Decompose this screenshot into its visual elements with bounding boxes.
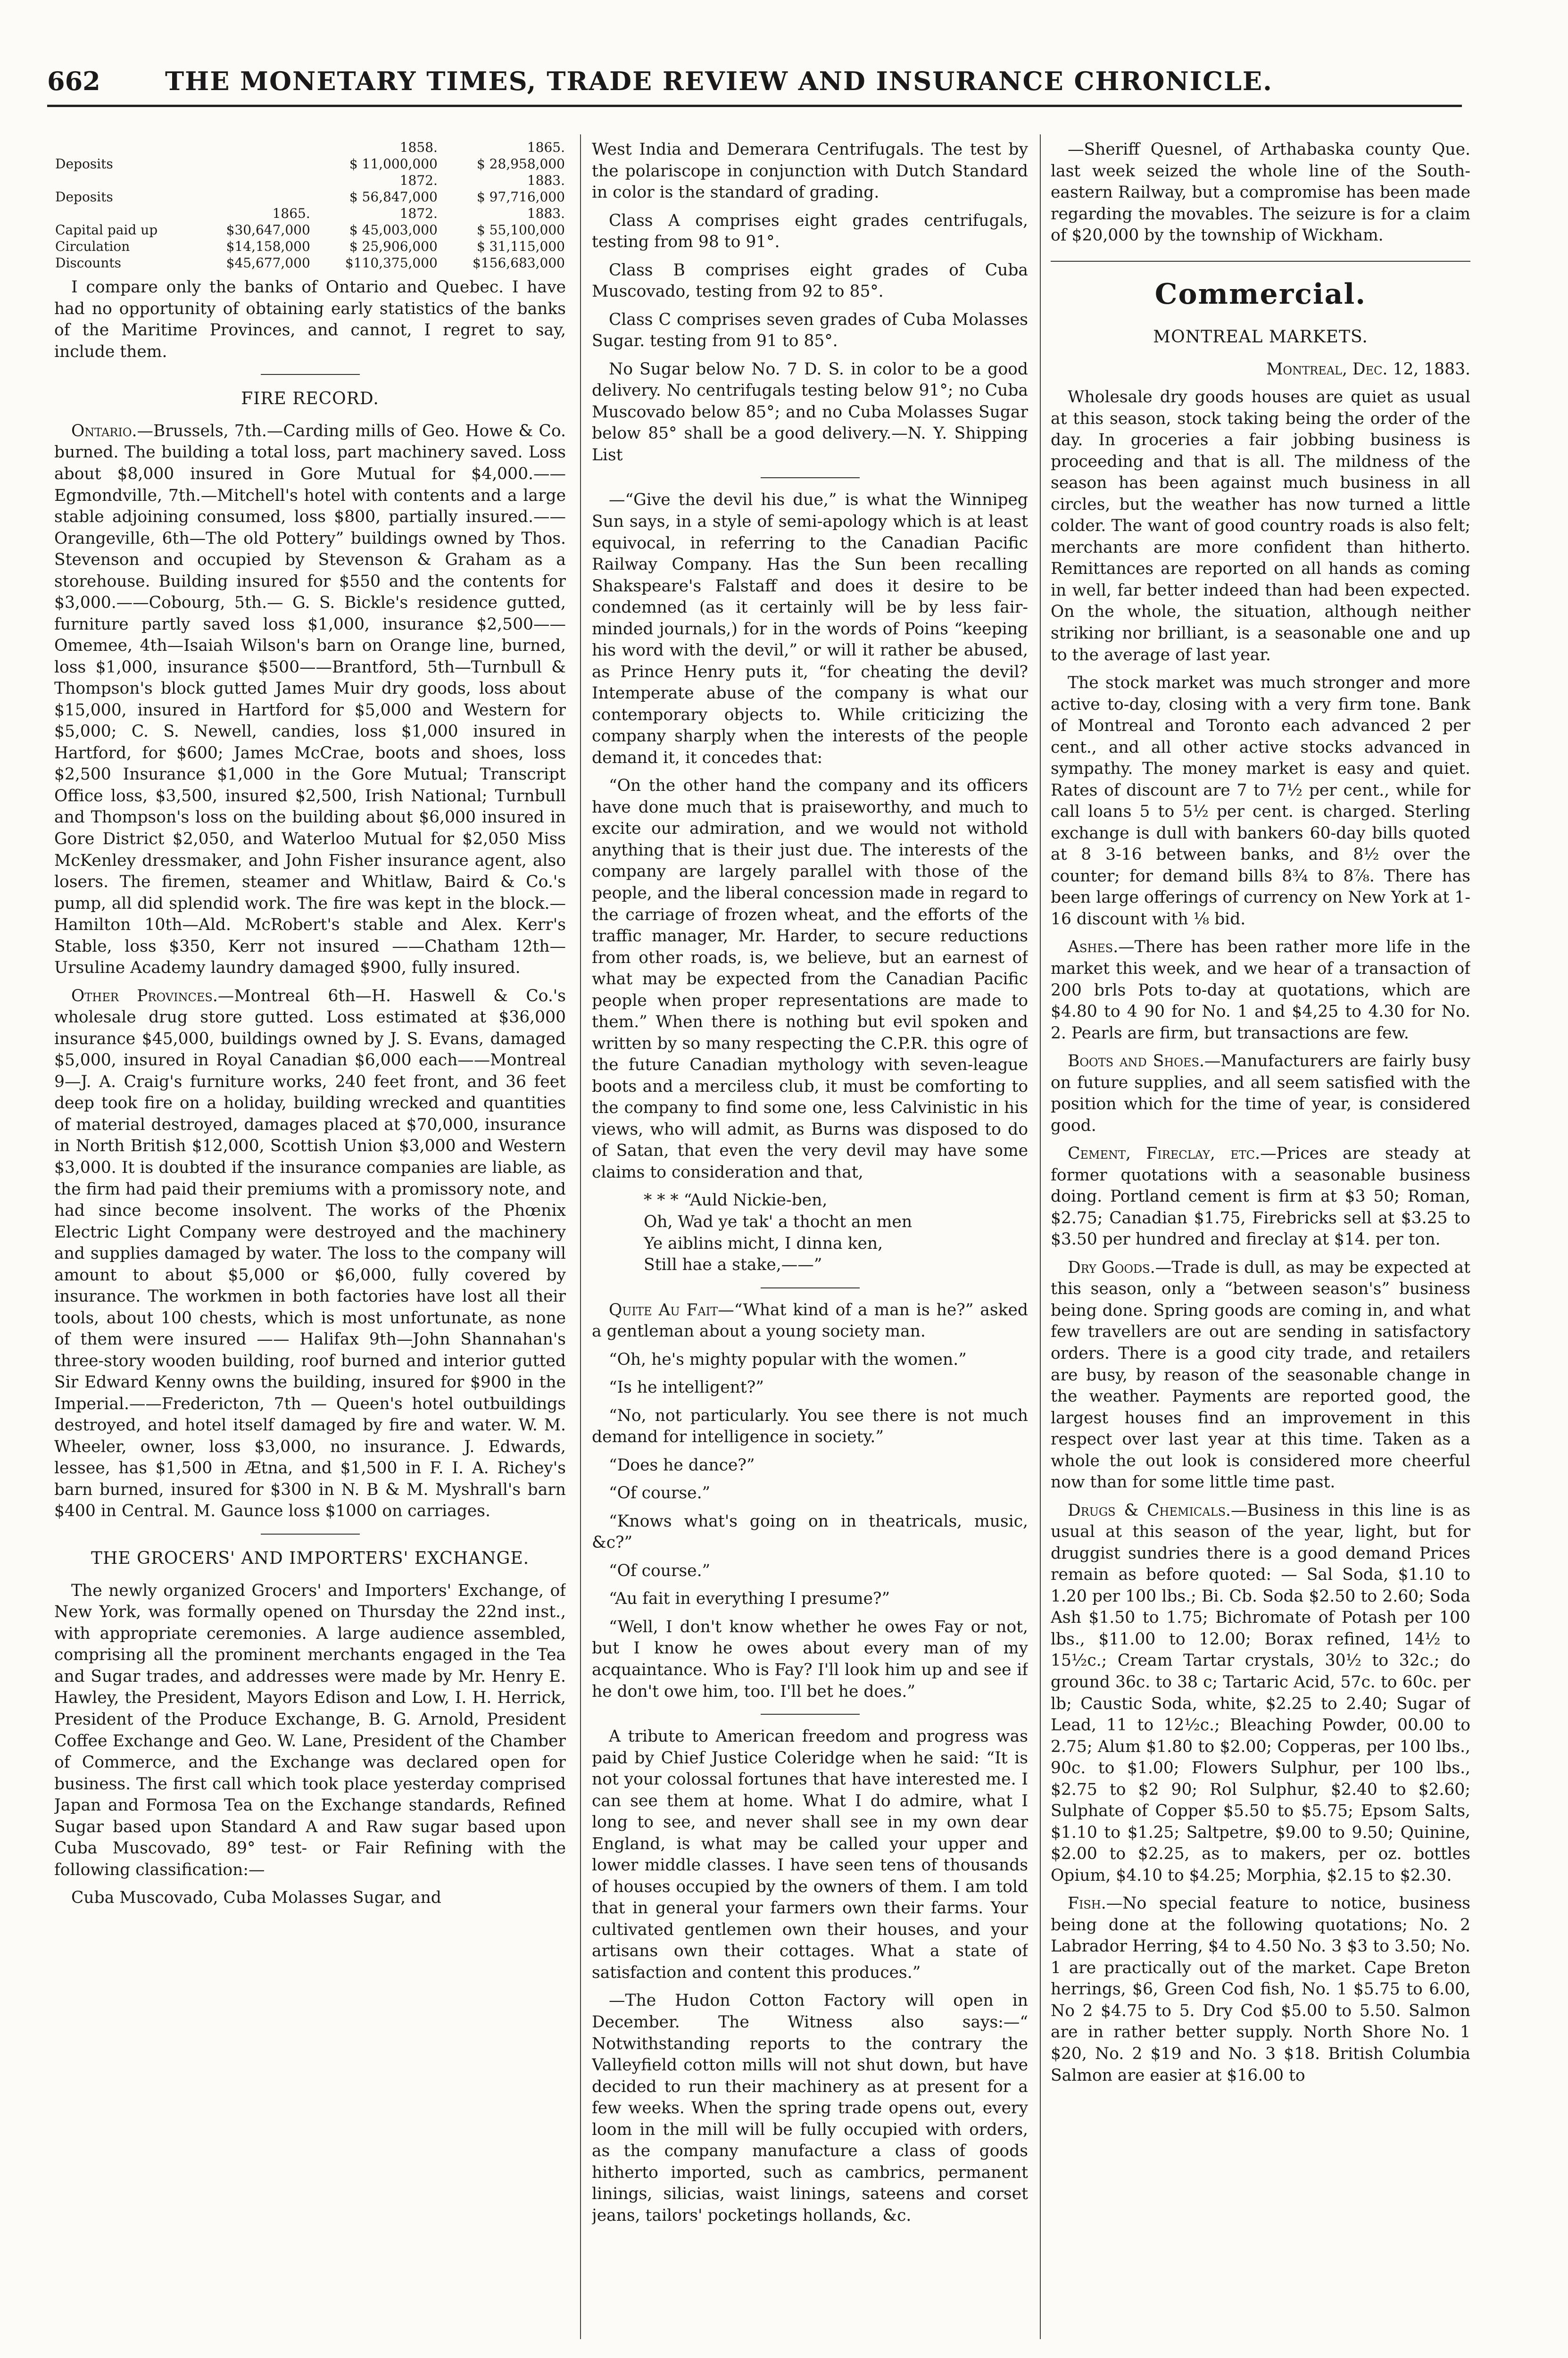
- value-cell: $ 97,716,000: [476, 189, 565, 205]
- paragraph: —The Hudon Cotton Factory will open in December. The Witness also says:—“ Notwithstanding reports to the contrary the Valleyfield cotton mills will not shut down, but have decided to run their machinery as at present for a few weeks. When the spring trade opens out, every loom in the mill will be fully occupied with orders, as the company manufacture a class of goods hitherto imported, such as cambrics, permanent linings, silicias, waist linings, sateens and corset jeans, tailors' pocketings hollands, &c.: [592, 1991, 1028, 2225]
- column-divider: [580, 134, 581, 2339]
- section-divider: [1051, 261, 1470, 262]
- paragraph: [1051, 1257, 1470, 1494]
- run-in-heading: Dry Goods.: [1068, 1258, 1155, 1277]
- paragraph: [1051, 937, 1470, 1044]
- section-divider: [761, 1714, 860, 1715]
- bank-statistics-table: [54, 139, 566, 271]
- paragraph: The stock market was much stronger and more active to-day, closing with a very firm tone. Bank of Montreal and Toronto each advanced 2 per cent., and all other active stocks advanced in sympathy. The money market is easy and quiet. Rates of discount are 7 to 7½ per cent., while for call loans 5 to 5½ per cent. is charged. Sterling exchange is dull with bankers 60-day bills quoted at 8 3-16 between banks, and 8½ over the counter; for demand bills 8¾ to 8⅞. There has been large offerings of currency on New York at 1-16 discount with ⅛ bid.: [1051, 673, 1470, 929]
- paragraph-text: —Prices are steady at former quotations with a seasonable business doing. Portland cement is firm at $3 50; Roman, $2.75; Canadian $1.75, Firebricks sell at $3.25 to $3.50 per hundred and fireclay at $14. per ton.: [1051, 1144, 1470, 1249]
- row-label: Discounts: [55, 255, 121, 271]
- column-3: [1051, 139, 1470, 2337]
- paragraph-text: —Business in this line is as usual at this season of the year, light, but for druggist sundries there is a good demand Prices remain as before quoted: — Sal Soda, $1.10 to 1.20 per 100 lbs.; Bi. Cb. Soda $2.50 to 2.60; Soda Ash $1.50 to 1.75; Bichromate of Potash per 100 lbs., $11.00 to 12.00; Borax refined, 14½ to 15½c.; Cream Tartar crystals, 30½ to 32c.; do ground 36c. to 38 c; Tartaric Acid, 57c. to 60c. per lb; Caustic Soda, white, $2.25 to 2.40; Sugar of Lead, 11 to 12½c.; Bleaching Powder, 00.00 to 2.75; Alum $1.80 to $2.00; Copperas, per 100 lbs., 90c. to $1.00; Flowers Sulphur, per 100 lbs., $2.75 to $2 90; Rol Sulphur, $2.40 to $2.60; Sulphate of Copper $5.50 to $5.75; Epsom Salts, $1.10 to $1.25; Saltpetre, $9.00 to 9.50; Quinine, $2.00 to $2.25, as to makers, per oz. bottles Opium, $4.10 to $4.25; Morphia, $2.15 to $2.30.: [1051, 1501, 1470, 1885]
- column-2: [592, 139, 1028, 2337]
- value-cell: $ 28,958,000: [476, 156, 565, 172]
- paragraph: “Of course.”: [609, 1484, 711, 1503]
- value-cell: $ 25,906,000: [349, 239, 438, 254]
- value-cell: $ 45,003,000: [349, 222, 438, 238]
- table-row: [54, 156, 566, 172]
- run-in-heading: Ontario.: [71, 421, 137, 440]
- paragraph: Class C comprises seven grades of Cuba Molasses Sugar. testing from 91 to 85°.: [592, 310, 1028, 351]
- run-in-heading: Cement, Fireclay, etc.: [1068, 1144, 1261, 1163]
- paragraph-text: —Trade is dull, as may be expected at this season, only a “between season's” business being done. Spring goods are coming in, and what few travellers are out are sending in satisfactory orders. There is a good city trade, and retailers are busy, by reason of the seasonable change in the weather. Payments are reported good, the largest houses find an improvement in this respect over last year at this time. Taken as a whole the out look is considered more cheerful now than for some little time past.: [1051, 1258, 1470, 1492]
- paragraph: “No, not particularly. You see there is not much demand for intelligence in society.”: [592, 1406, 1028, 1447]
- table-row: [54, 238, 566, 255]
- run-in-heading: Ashes.: [1068, 938, 1119, 957]
- paragraph: [54, 421, 566, 979]
- paragraph-text: —There has been rather more life in the market this week, and we hear of a transaction of 200 brls Pots to-day at quotations, which are $4.80 to 4 90 for No. 1 and $4,25 to 4.30 for No. 2. Pearls are firm, but transactions are few.: [1051, 938, 1470, 1043]
- paragraph-text: —Manufacturers are fairly busy on future supplies, and all seem satisfied with the position which for the time of year, is considered good.: [1051, 1052, 1470, 1135]
- year-cell: 1872.: [399, 173, 438, 188]
- paragraph: “Is he intelligent?”: [609, 1378, 764, 1397]
- row-label: Circulation: [55, 239, 130, 254]
- paragraph: [1051, 1051, 1470, 1137]
- section-divider: [761, 477, 860, 478]
- section-heading: THE GROCERS' AND IMPORTERS' EXCHANGE.: [91, 1549, 530, 1569]
- page-number: 662: [47, 66, 100, 96]
- value-cell: $ 31,115,000: [476, 239, 565, 254]
- table-row: [54, 189, 566, 205]
- run-in-heading: Boots and Shoes.: [1068, 1052, 1204, 1071]
- year-cell: 1865.: [272, 206, 310, 221]
- paragraph: No Sugar below No. 7 D. S. in color to be a good delivery. No centrifugals testing below 91°; no Cuba Muscovado below 85°; and no Cuba Molasses Sugar below 85° shall be a good delivery.—N. Y. Shipping List: [592, 359, 1028, 465]
- year-cell: 1858.: [399, 140, 438, 155]
- value-cell: $14,158,000: [226, 239, 310, 254]
- paragraph-text: —No special feature to notice, business being done at the following quotations; No. 2 Labrador Herring, $4 to 4.50 No. 3 $3 to 3.50; No. 1 are practically out of the market. Cape Breton herrings, $6, Green Cod fish, No. 1 $5.75 to 6.00, No 2 $4.75 to 5. Dry Cod $5.00 to 5.50. Salmon are in rather better supply. North Shore No. 1 $20, No. 2 $19 and No. 3 $18. British Columbia Salmon are easier at $16.00 to: [1051, 1894, 1470, 2085]
- column-1: [54, 139, 566, 2337]
- year-cell: 1883.: [527, 206, 565, 221]
- run-in-heading: Drugs & Chemicals.: [1068, 1501, 1231, 1520]
- column-divider: [1040, 134, 1041, 2339]
- paragraph: “Does he dance?”: [609, 1455, 755, 1475]
- section-heading: MONTREAL MARKETS.: [1153, 327, 1368, 347]
- paragraph: “On the other hand the company and its officers have done much that is praiseworthy, and much to excite our admiration, and we would not withold anything that is their just due. The interests of the company are largely parallel with those of the people, and the liberal concession made in regard to the carriage of frozen wheat, and the efforts of the traffic manager, Mr. Harder, to secure reductions from other roads, is, we believe, but an earnest of what may be expected from the Canadian Pacific people when proper representations are made to them.” When there is nothing but evil spoken and written by so many respecting the C.P.R. this ogre of the future Canadian mythology with seven-league boots and a merciless club, it must be comforting to the company to find some one, less Calvinistic in his views, who will admit, as Burns was disposed to do of Satan, that even the very devil may have some claims to consideration and that,: [592, 776, 1028, 1182]
- section-divider: [261, 374, 360, 375]
- paragraph: [1051, 1143, 1470, 1251]
- table-row: [54, 139, 566, 156]
- paragraph: Wholesale dry goods houses are quiet as usual at this season, stock taking being the order of the day. In groceries a fair jobbing business is proceeding and that is all. The mildness of the season has been against much business in all circles, but the weather has now turned a little colder. The want of good country roads is also felt; merchants are more confident than hitherto. Remittances are reported on all hands as coming in well, far better indeed than had been expected. On the whole, the situation, although neither striking nor brilliant, is a seasonable one and up to the average of last year.: [1051, 388, 1470, 664]
- value-cell: $ 11,000,000: [349, 156, 438, 172]
- section-divider: [761, 1287, 860, 1288]
- paragraph: “Of course.”: [609, 1561, 711, 1580]
- commercial-heading: Commercial.: [1154, 277, 1367, 311]
- value-cell: $110,375,000: [345, 255, 438, 271]
- paragraph: —“Give the devil his due,” is what the Winnipeg Sun says, in a style of semi-apology which is at least equivocal, in referring to the Canadian Pacific Railway Company. Has the Sun been recalling Shakspeare's Falstaff and does it desire to be condemned (as it certainly will be by less fair-minded journals,) for in the words of Poins “keeping his word with the devil,” or will it rather be abused, as Prince Henry puts it, “for cheating the devil? Intemperate abuse of the company is what our contemporary objects to. While criticizing the company sharply when the interests of the people demand it, it concedes that:: [592, 490, 1028, 767]
- paragraph: “Au fait in everything I presume?”: [609, 1589, 890, 1609]
- section-divider: [261, 1534, 360, 1535]
- paragraph-text: —“What kind of a man is he?” asked a gentleman about a young society man.: [592, 1300, 1028, 1341]
- paragraph: “Well, I don't know whether he owes Fay or not, but I know he owes about every man of my acquaintance. Who is Fay? I'll look him up and see if he don't owe him, too. I'll bet he does.”: [592, 1617, 1028, 1701]
- paragraph: —Sheriff Quesnel, of Arthabaska county Que. last week seized the whole line of the South-eastern Railway, but a compromise has been made regarding the movables. The seizure is for a claim of $20,000 by the township of Wickham.: [1051, 140, 1470, 245]
- run-in-heading: Fish.: [1068, 1894, 1106, 1913]
- header-rule: [47, 105, 1462, 107]
- section-heading: FIRE RECORD.: [241, 389, 379, 409]
- paragraph: [592, 1300, 1028, 1343]
- table-row: [54, 255, 566, 271]
- paragraph: I compare only the banks of Ontario and Quebec. I have had no opportunity of obtaining early statistics of the banks of the Maritime Provinces, and cannot, I regret to say, include them.: [54, 278, 566, 361]
- table-row: [54, 222, 566, 238]
- paragraph: Cuba Muscovado, Cuba Molasses Sugar, and: [71, 1888, 441, 1908]
- run-in-heading: Quite Au Fait: [609, 1300, 718, 1320]
- paragraph: “Oh, he's mighty popular with the women.”: [609, 1350, 967, 1369]
- verse-quote: * * * “Auld Nickie-ben, Oh, Wad ye tak' a thocht an men Ye aiblins micht, I dinna ken, Still hae a stake,——”: [644, 1191, 913, 1275]
- table-row: [54, 172, 566, 189]
- value-cell: $156,683,000: [473, 255, 565, 271]
- value-cell: $ 56,847,000: [349, 189, 438, 205]
- year-cell: 1872.: [399, 206, 438, 221]
- value-cell: $ 55,100,000: [476, 222, 565, 238]
- page-header: [47, 66, 1462, 104]
- dateline: Montreal, Dec. 12, 1883.: [1266, 359, 1470, 379]
- paragraph: [1051, 1500, 1470, 1887]
- paragraph: [54, 986, 566, 1522]
- paragraph-text: —Brussels, 7th.—Carding mills of Geo. Howe & Co. burned. The building a total loss, part machinery saved. Loss about $8,000 insured in Gore Mutual for $4,000.——Egmondville, 7th.—Mitchell's hotel with contents and a large stable adjoining consumed, loss $800, partially insured.——Orangeville, 6th—The old Pottery” buildings owned by Thos. Stevenson and occupied by Stevenson & Graham as a storehouse. Building insured for $550 and the contents for $3,000.——Cobourg, 5th.— G. S. Bickle's residence gutted, furniture partly saved loss $1,000, insurance $2,500—— Omemee, 4th—Isaiah Wilson's barn on Orange line, burned, loss $1,000, insurance $500——Brantford, 5th—Turnbull & Thompson's block gutted James Muir dry goods, loss about $15,000, insured in Hartford for $5,000 and Western for $5,000; C. S. Newell, candies, loss $1,000 insured in Hartford, for $600; James McCrae, boots and shoes, loss $2,500 Insurance $1,000 in the Gore Mutual; Transcript Office loss, $3,500, insured $2,500, Irish National; Turnbull and Thompson's loss on the building about $6,000 insured in Gore District $2,050, and Waterloo Mutual for $2,050 Miss McKenley dressmaker, and John Fisher insurance agent, also losers. The firemen, steamer and Whitlaw, Baird & Co.'s pump, all did splendid work. The fire was kept in the block.—Hamilton 10th—Ald. McRobert's stable and Alex. Kerr's Stable, loss $350, Kerr not insured ——Chatham 12th—Ursuline Academy laundry damaged $900, fully insured.: [54, 421, 566, 978]
- paragraph: A tribute to American freedom and progress was paid by Chief Justice Coleridge when he said: “It is not your colossal fortunes that have interested me. I can see them at home. What I do admire, what I long to see, and never shall see in my own dear England, is what may be called your upper and lower middle classes. I have seen tens of thousands of houses occupied by the owners of them. I am told that in general your farmers own their farms. Your cultivated gentlemen own their houses, and your artisans own their cottages. What a state of satisfaction and content this produces.”: [592, 1727, 1028, 1982]
- row-label: Deposits: [55, 189, 113, 205]
- paragraph-text: —Montreal 6th—H. Haswell & Co.'s wholesale drug store gutted. Loss estimated at $36,000 insurance $45,000, buildings owned by J. S. Evans, damaged $5,000, insured in Royal Canadian $6,000 each——Montreal 9—J. A. Craig's furniture works, 240 feet front, and 36 feet deep took fire on a holiday, building wrecked and quantities of material destroyed, damages placed at $70,000, insurance in North British $12,000, Scottish Union $3,000 and Western $3,000. It is doubted if the insurance companies are liable, as the firm had paid their premiums with a promissory note, and had since become insolvent. The works of the Phœnix Electric Light Company were destroyed and the machinery and supplies damaged by water. The loss to the company will amount to about $5,000 or $6,000, fully covered by insurance. The workmen in both factories have lost all their tools, about 100 chests, which is most unfortunate, as none of them were insured —— Halifax 9th—John Shannahan's three-story wooden building, roof burned and interior gutted Sir Edward Kenny owns the building, insured for $900 in the Imperial.——Fredericton, 7th — Queen's hotel outbuildings destroyed, and hotel itself damaged by fire and water. W. M. Wheeler, owner, loss $3,000, no insurance. J. Edwards, lessee, has $1,500 in Ætna, and $1,500 in F. I. A. Richey's barn burned, insured for $300 in N. B & M. Myshrall's barn $400 in Central. M. Gaunce loss $1000 on carriages.: [54, 986, 566, 1521]
- row-label: Capital paid up: [55, 222, 158, 238]
- year-cell: 1883.: [527, 173, 565, 188]
- paragraph: The newly organized Grocers' and Importers' Exchange, of New York, was formally opened on Thursday the 22nd inst., with appropriate ceremonies. A large audience assembled, comprising all the prominent merchants engaged in the Tea and Sugar trades, and addresses were made by Mr. Henry E. Hawley, the President, Mayors Edison and Low, I. H. Herrick, President of the Produce Exchange, B. G. Arnold, President Coffee Exchange and Geo. W. Lane, President of the Chamber of Commerce, and the Exchange was declared open for business. The first call which took place yesterday comprised Japan and Formosa Tea on the Exchange standards, Refined Sugar based upon Standard A and Raw sugar based upon Cuba Muscovado, 89° test- or Fair Refining with the following classification:—: [54, 1581, 566, 1879]
- run-in-heading: Other Provinces.: [71, 986, 218, 1005]
- paragraph: [1051, 1893, 1470, 2086]
- paragraph: Class B comprises eight grades of Cuba Muscovado, testing from 92 to 85°.: [592, 260, 1028, 301]
- paragraph: Class A comprises eight grades centrifugals, testing from 98 to 91°.: [592, 211, 1028, 252]
- value-cell: $30,647,000: [226, 222, 310, 238]
- value-cell: $45,677,000: [226, 255, 310, 271]
- year-cell: 1865.: [527, 140, 565, 155]
- paragraph: West India and Demerara Centrifugals. The test by the polariscope in conjunction with Dutch Standard in color is the standard of grading.: [592, 140, 1028, 202]
- publication-title: THE MONETARY TIMES, TRADE REVIEW AND INSURANCE CHRONICLE.: [165, 66, 1273, 96]
- row-label: Deposits: [55, 156, 113, 172]
- table-row: [54, 205, 566, 222]
- paragraph: “Knows what's going on in theatricals, music, &c?”: [592, 1511, 1028, 1553]
